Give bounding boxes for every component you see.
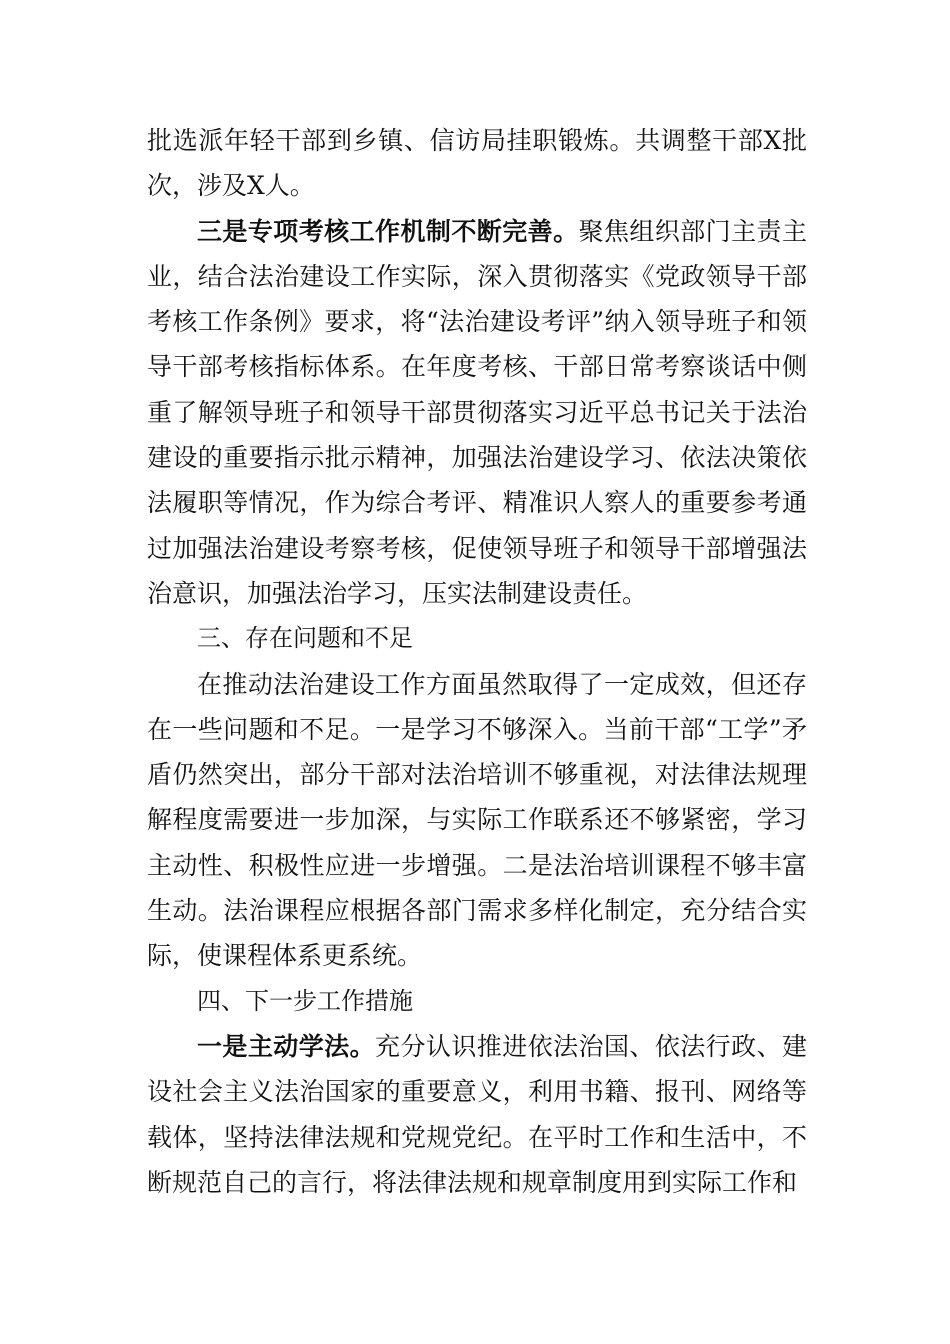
paragraph-lead: 三是专项考核工作机制不断完善。 <box>197 216 579 246</box>
paragraph-continuation <box>147 118 807 209</box>
heading-text: 四、下一步工作措施 <box>197 986 413 1015</box>
paragraph-lead: 一是主动学法。 <box>197 1031 376 1061</box>
document-body <box>147 118 807 1205</box>
section-heading-next-steps <box>147 979 807 1024</box>
paragraph-text: 聚焦组织部门主责主业，结合法治建设工作实际，深入贯彻落实《党政领导干部考核工作条例》要求，将“法治建设考评”纳入领导班子和领导干部考核指标体系。在年度考核、干部日常考察谈话中侧重了解领导班子和领导干部贯彻落实习近平总书记关于法治建设的重要指示批示精神，加强法治建设学习、依法决策依法履职等情况，作为综合考评、精准识人察人的重要参考通过加强法治建设考察考核，促使领导班子和领导干部增强法治意识，加强法治学习，压实法制建设责任。 <box>147 216 807 608</box>
section-heading-problems <box>147 616 807 661</box>
heading-text: 三、存在问题和不足 <box>197 624 413 653</box>
paragraph-text: 批选派年轻干部到乡镇、信访局挂职锻炼。共调整干部X批次，涉及X人。 <box>147 126 807 201</box>
paragraph-problems <box>147 662 807 979</box>
paragraph-active-study <box>147 1024 807 1205</box>
paragraph-text: 充分认识推进依法治国、依法行政、建设社会主义法治国家的重要意义，利用书籍、报刊、网络等载体，坚持法律法规和党规党纪。在平时工作和生活中，不断规范自己的言行，将法律法规和规章制度用到实际工作和 <box>147 1031 807 1197</box>
paragraph-assessment-mechanism <box>147 209 807 617</box>
paragraph-text: 在推动法治建设工作方面虽然取得了一定成效，但还存在一些问题和不足。一是学习不够深入。当前干部“工学”矛盾仍然突出，部分干部对法治培训不够重视，对法律法规理解程度需要进一步加深，与实际工作联系还不够紧密，学习主动性、积极性应进一步增强。二是法治培训课程不够丰富生动。法治课程应根据各部门需求多样化制定，充分结合实际，使课程体系更系统。 <box>147 669 807 971</box>
